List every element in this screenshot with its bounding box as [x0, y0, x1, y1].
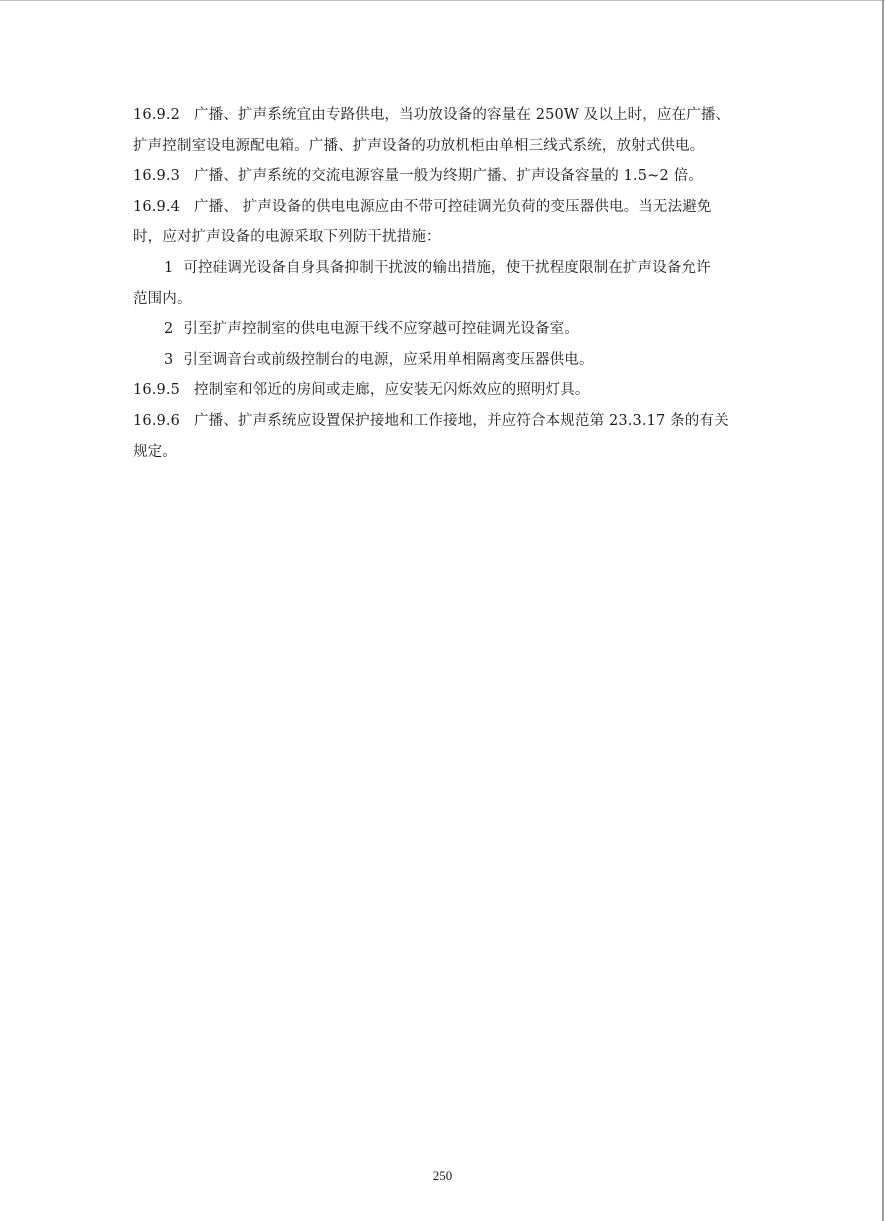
clause-16-9-2: [133, 100, 761, 161]
clause-text: 控制室和邻近的房间或走廊，应安装无闪烁效应的照明灯具。: [194, 382, 590, 399]
list-item-text: 可控硅调光设备自身具备抑制干扰波的输出措施，使干扰程度限制在扩声设备允许: [183, 259, 711, 276]
clause-line: [133, 406, 761, 437]
clause-text-continued: 时，应对扩声设备的电源采取下列防干扰措施：: [133, 229, 441, 246]
clause-line: [133, 161, 761, 192]
clause-number: 16.9.4: [133, 198, 181, 215]
clause-16-9-4: [133, 192, 761, 376]
list-item-text: 引至扩声控制室的供电电源干线不应穿越可控硅调光设备室。: [183, 321, 579, 338]
clause-line: [133, 100, 761, 131]
document-body: [133, 100, 761, 467]
clause-text-continued: 规定。: [133, 443, 177, 460]
page-top-border: [0, 0, 885, 1]
clause-number: 16.9.5: [133, 382, 181, 399]
clause-text: 广播、扩声系统的交流电源容量一般为终期广播、扩声设备容量的 1.5~2 倍。: [194, 168, 703, 185]
page-number: 250: [432, 1168, 453, 1183]
list-item-number: 2: [164, 321, 174, 338]
list-item-number: 1: [164, 259, 174, 276]
list-item-text: 引至调音台或前级控制台的电源，应采用单相隔离变压器供电。: [183, 351, 594, 368]
clause-16-9-3: [133, 161, 761, 192]
clause-16-9-5: [133, 375, 761, 406]
list-item: [133, 314, 761, 345]
list-item: [133, 345, 761, 376]
page-right-border: [882, 0, 884, 1221]
clause-text-continued: 扩声控制室设电源配电箱。广播、扩声设备的功放机柜由单相三线式系统，放射式供电。: [133, 137, 705, 154]
clause-number: 16.9.2: [133, 107, 181, 123]
clause-text: 广播、 扩声设备的供电电源应由不带可控硅调光负荷的变压器供电。当无法避免: [194, 198, 712, 215]
list-item: [133, 253, 761, 284]
clause-text: 广播、扩声系统宜由专路供电，当功放设备的容量在 250W 及以上时，应在广播、: [194, 107, 731, 123]
clause-text: 广播、扩声系统应设置保护接地和工作接地，并应符合本规范第 23.3.17 条的有关: [194, 412, 729, 429]
clause-number: 16.9.3: [133, 168, 181, 185]
clause-line: [133, 192, 761, 223]
clause-number: 16.9.6: [133, 412, 181, 429]
clause-16-9-6: [133, 406, 761, 467]
list-item-text-continued: 范围内。: [133, 290, 192, 307]
clause-line: [133, 375, 761, 406]
list-item-number: 3: [164, 351, 174, 368]
